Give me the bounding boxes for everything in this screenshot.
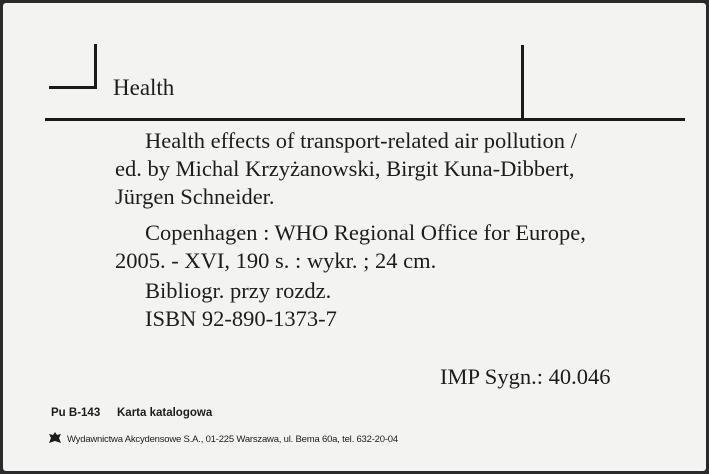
publisher-emblem-icon [48, 431, 62, 445]
imprint-line-2: 2005. - XVI, 190 s. : wykr. ; 24 cm. [115, 248, 437, 273]
catalog-card [3, 3, 706, 471]
isbn: ISBN 92-890-1373-7 [145, 306, 337, 331]
title-line-3: Jürgen Schneider. [115, 184, 275, 209]
title-line-2: ed. by Michal Krzyżanowski, Birgit Kuna-Dibbert, [115, 156, 575, 181]
publisher-line: Wydawnictwa Akcydensowe S.A., 01-225 Warszawa, ul. Bema 60a, tel. 632-20-04 [67, 434, 398, 445]
corner-mark-horizontal [49, 86, 97, 89]
heading-rule [45, 118, 685, 121]
subject-heading: Health [113, 75, 175, 100]
form-name: Karta katalogowa [117, 407, 213, 419]
title-line-1: Health effects of transport-related air pollution / [145, 128, 577, 153]
form-code: Pu B-143 [51, 407, 101, 419]
column-rule [521, 45, 524, 121]
call-number: IMP Sygn.: 40.046 [440, 364, 611, 389]
imprint-line-1: Copenhagen : WHO Regional Office for Europe, [145, 220, 586, 245]
corner-mark-vertical [94, 44, 97, 89]
bibliography-note: Bibliogr. przy rozdz. [145, 278, 332, 303]
